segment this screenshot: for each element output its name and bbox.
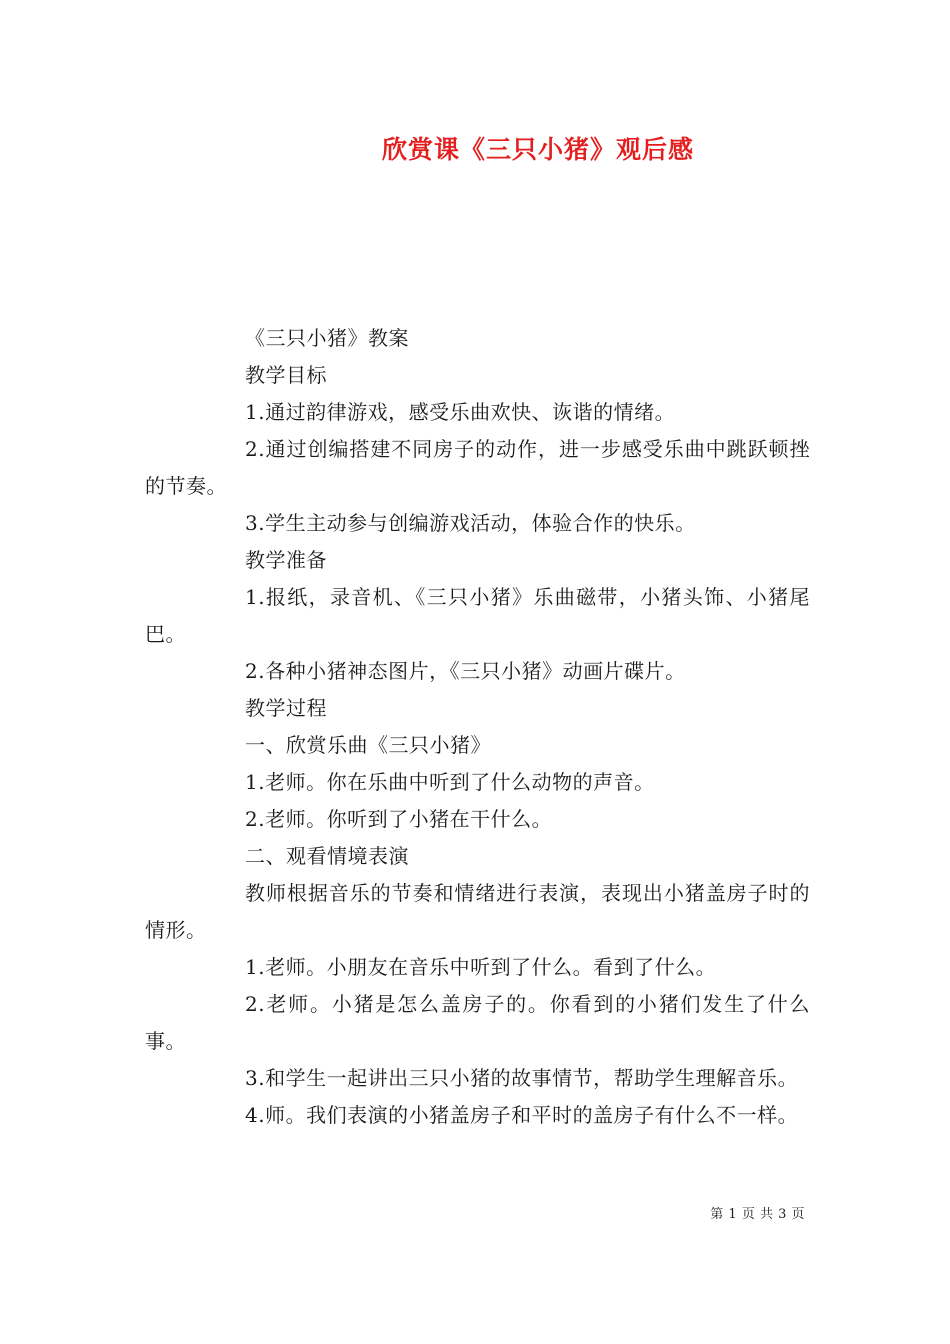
document-title: 欣赏课《三只小猪》观后感 <box>381 135 694 164</box>
paragraph: 教学过程 <box>245 696 327 720</box>
paragraph: 2.老师。你听到了小猪在干什么。 <box>245 807 553 831</box>
paragraph: 3.学生主动参与创编游戏活动，体验合作的快乐。 <box>245 511 696 535</box>
paragraph: 1.老师。小朋友在音乐中听到了什么。看到了什么。 <box>245 955 717 979</box>
document-body <box>145 320 810 1134</box>
page-number-footer: 第 1 页 共 3 页 <box>710 1207 805 1222</box>
paragraph: 《三只小猪》教案 <box>245 326 409 350</box>
paragraph: 4.师。我们表演的小猪盖房子和平时的盖房子有什么不一样。 <box>245 1103 799 1127</box>
paragraph: 2.老师。小猪是怎么盖房子的。你看到的小猪们发生了什么事。 <box>145 992 810 1053</box>
paragraph: 1.报纸，录音机、《三只小猪》乐曲磁带，小猪头饰、小猪尾巴。 <box>145 585 810 646</box>
paragraph: 2.各种小猪神态图片，《三只小猪》动画片碟片。 <box>245 659 686 683</box>
paragraph: 教学准备 <box>245 548 327 572</box>
paragraph: 3.和学生一起讲出三只小猪的故事情节，帮助学生理解音乐。 <box>245 1066 799 1090</box>
paragraph: 2.通过创编搭建不同房子的动作，进一步感受乐曲中跳跃顿挫的节奏。 <box>145 437 810 498</box>
paragraph: 教学目标 <box>245 363 327 387</box>
paragraph: 教师根据音乐的节奏和情绪进行表演，表现出小猪盖房子时的情形。 <box>145 881 810 942</box>
paragraph: 二、观看情境表演 <box>245 844 409 868</box>
paragraph: 1.通过韵律游戏，感受乐曲欢快、诙谐的情绪。 <box>245 400 676 424</box>
paragraph: 一、欣赏乐曲《三只小猪》 <box>245 733 491 757</box>
paragraph: 1.老师。你在乐曲中听到了什么动物的声音。 <box>245 770 655 794</box>
